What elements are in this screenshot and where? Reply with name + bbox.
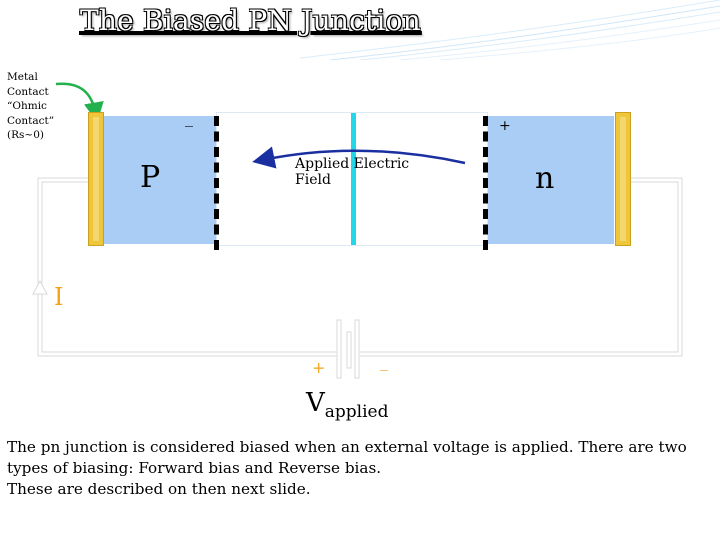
n-region-label: n	[535, 161, 555, 196]
current-label: I	[54, 283, 64, 311]
battery-positive-sign: +	[312, 358, 326, 377]
description-line: types of biasing: Forward bias and Reverse bias.	[7, 459, 382, 477]
page-title: The Biased PN Junction	[80, 4, 421, 37]
battery-negative-sign: _	[380, 352, 388, 371]
contact-label-line: Metal	[7, 71, 38, 83]
p-side-charge-sign: _	[185, 108, 193, 127]
contact-label-line: “Ohmic	[7, 100, 47, 113]
description-line: The pn junction is considered biased when an external voltage is applied. There are two	[7, 438, 687, 456]
voltage-symbol: V	[306, 388, 325, 418]
electric-field-label: Applied Electric Field	[295, 156, 410, 188]
contact-label-line: Contact”	[7, 114, 55, 127]
applied-voltage-label	[306, 388, 389, 422]
p-region-label: P	[140, 160, 161, 195]
description-text	[7, 437, 713, 500]
contact-label-line: Contact	[7, 85, 49, 98]
contact-label-line: (Rs~0)	[7, 129, 44, 142]
n-side-charge-sign: +	[499, 118, 511, 134]
description-line: These are described on then next slide.	[7, 480, 311, 498]
voltage-subscript: applied	[324, 402, 389, 422]
